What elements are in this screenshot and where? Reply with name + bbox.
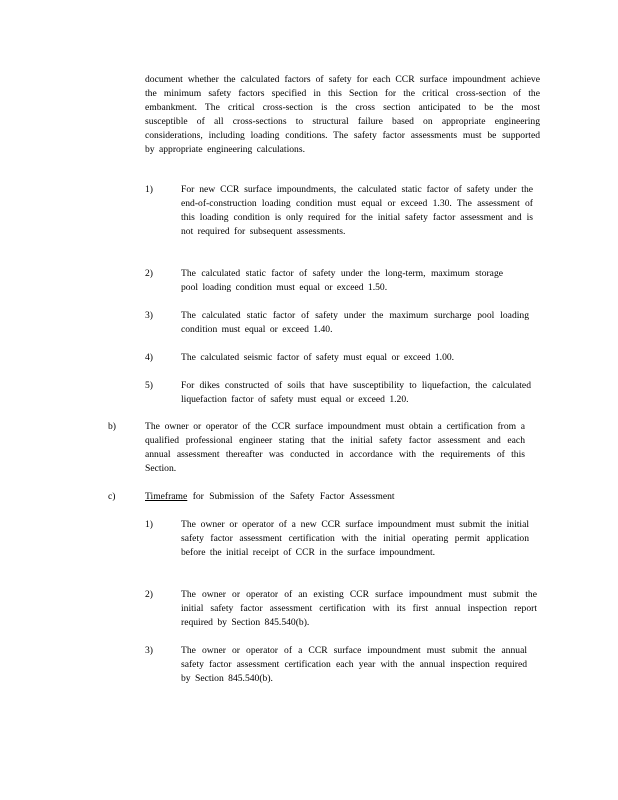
section-b-text: The owner or operator of the CCR surface impoundment must obtain a certification from a qualified professional engineer stating that the initial safety factor assessment and each annual assessment thereafter was conducted in accordance with the requirements of this Section. [145,421,525,474]
item-a3-number: 3) [145,310,153,321]
item-c2-number: 2) [145,589,153,600]
item-a2-number: 2) [145,268,153,279]
item-c2-text: The owner or operator of an existing CCR surface impoundment must submit the initial safety factor assessment certification with its first annual inspection report required by Section 845.540(b). [181,589,537,628]
section-c-label: c) [108,491,116,502]
item-a5-number: 5) [145,380,153,391]
item-a1-text: For new CCR surface impoundments, the calculated static factor of safety under the end-of-construction loading condition must equal or exceed 1.30. The assessment of this loading condition is only required for the initial safety factor assessment and is not required for subsequent assessments. [181,184,533,237]
item-a5-text: For dikes constructed of soils that have susceptibility to liquefaction, the calculated liquefaction factor of safety must equal or exceed 1.20. [181,380,531,405]
item-a2-text: The calculated static factor of safety under the long-term, maximum storage pool loading condition must equal or exceed 1.50. [181,268,503,293]
item-c1-text: The owner or operator of a new CCR surface impoundment must submit the initial safety factor assessment certification with the initial operating permit application before the initial receipt of CCR in the surface impoundment. [181,519,529,558]
item-a3-text: The calculated static factor of safety under the maximum surcharge pool loading condition must equal or exceed 1.40. [181,310,529,335]
item-c1-number: 1) [145,519,153,530]
section-c-heading [145,490,525,504]
intro-paragraph: document whether the calculated factors of safety for each CCR surface impoundment achieve the minimum safety factors specified in this Section for the critical cross-section of the embankment. The critical cross-section is the cross section anticipated to be the most susceptible of all cross-sections to structural failure based on appropriate engineering considerations, including loading conditions. The safety factor assessments must be supported by appropriate engineering calculations. [145,74,540,155]
item-c3-text: The owner or operator of a CCR surface impoundment must submit the annual safety factor assessment certification each year with the annual inspection required by Section 845.540(b). [181,645,527,684]
section-c-heading-rest: for Submission of the Safety Factor Assessment [192,491,395,502]
section-c-heading-timeframe: Timeframe [145,491,188,502]
item-a4-text: The calculated seismic factor of safety must equal or exceed 1.00. [181,352,455,363]
section-b-label: b) [108,421,116,432]
item-c3-number: 3) [145,645,153,656]
item-a1-number: 1) [145,184,153,195]
item-a4-number: 4) [145,352,153,363]
